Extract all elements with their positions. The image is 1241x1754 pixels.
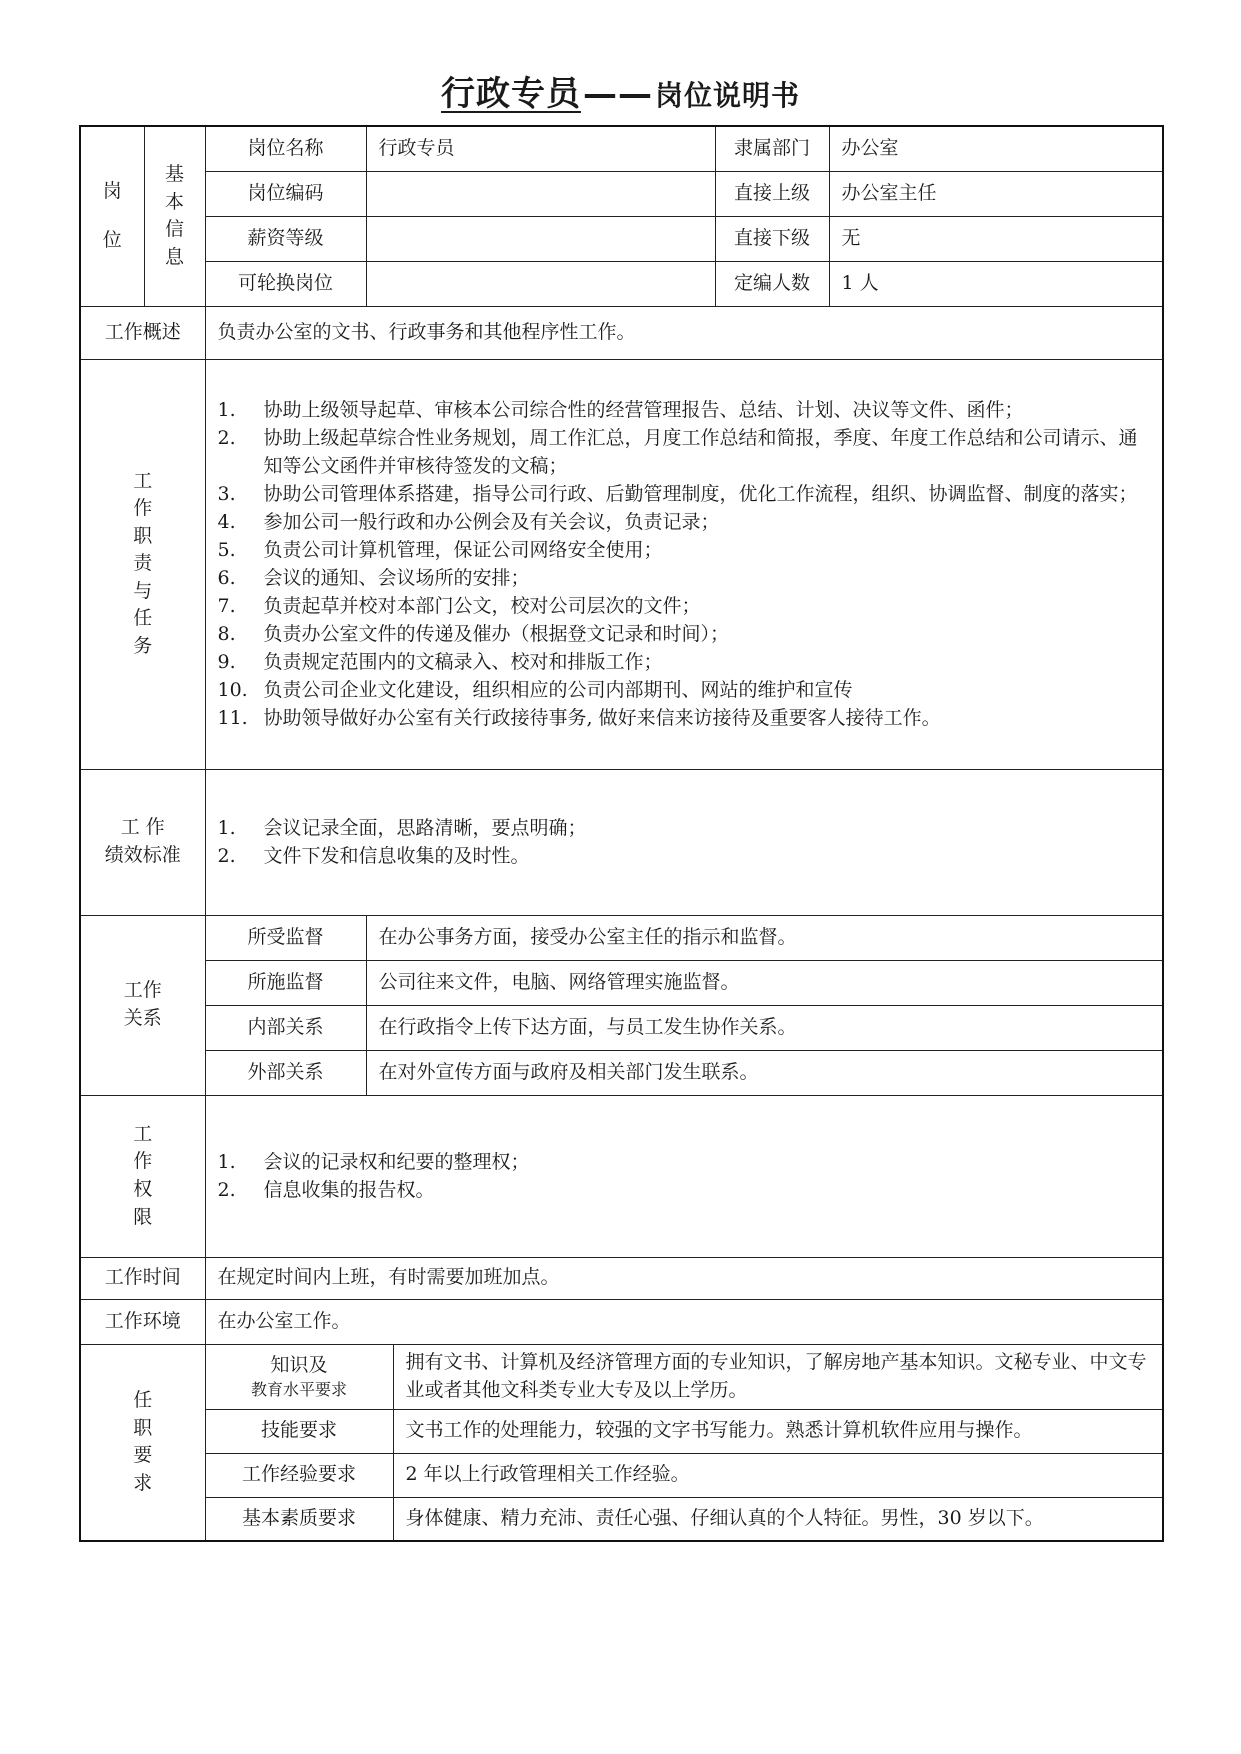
requirement-value: 文书工作的处理能力，较强的文字书写能力。熟悉计算机软件应用与操作。 (393, 1409, 1163, 1453)
relation-key: 所受监督 (205, 915, 366, 960)
relation-key: 所施监督 (205, 960, 366, 1005)
list-item: 1. 会议记录全面，思路清晰，要点明确； (217, 817, 587, 839)
duties-list-cell (205, 359, 1163, 769)
field-value (366, 261, 715, 306)
relation-value: 公司往来文件，电脑、网络管理实施监督。 (366, 960, 1163, 1005)
list-item: 10. 负责公司企业文化建设，组织相应的公司内部期刊、网站的维护和宣传 (217, 679, 853, 701)
worktime-label: 工作时间 (80, 1257, 205, 1299)
requirement-key: 工作经验要求 (205, 1453, 393, 1497)
requirement-row (80, 1497, 1163, 1541)
duties-list (218, 396, 1153, 732)
field-value (366, 171, 715, 216)
title-dash: —— (582, 74, 653, 114)
requirement-value: 2 年以上行政管理相关工作经验。 (393, 1453, 1163, 1497)
overview-text: 负责办公室的文书、行政事务和其他程序性工作。 (205, 306, 1163, 359)
field-label: 可轮换岗位 (205, 261, 366, 306)
requirement-row (80, 1344, 1163, 1409)
overview-row (80, 306, 1163, 359)
field-value: 1 人 (829, 261, 1163, 306)
relation-value: 在办公事务方面，接受办公室主任的指示和监督。 (366, 915, 1163, 960)
overview-label: 工作概述 (80, 306, 205, 359)
relation-row (80, 915, 1163, 960)
position-row-3 (80, 216, 1163, 261)
field-value: 办公室 (829, 126, 1163, 171)
job-description-table (79, 125, 1164, 1542)
requirement-value: 拥有文书、计算机及经济管理方面的专业知识，了解房地产基本知识。文秘专业、中文专业或者其他文科类专业大专及以上学历。 (393, 1344, 1163, 1409)
requirement-row (80, 1453, 1163, 1497)
environment-text: 在办公室工作。 (205, 1299, 1163, 1344)
requirement-key: 技能要求 (205, 1409, 393, 1453)
relation-value: 在行政指令上传下达方面，与员工发生协作关系。 (366, 1005, 1163, 1050)
performance-list-cell (205, 769, 1163, 915)
field-label: 薪资等级 (205, 216, 366, 261)
position-row-1 (80, 126, 1163, 171)
relation-value: 在对外宣传方面与政府及相关部门发生联系。 (366, 1050, 1163, 1095)
authority-row (80, 1095, 1163, 1257)
field-value: 行政专员 (366, 126, 715, 171)
requirement-row (80, 1409, 1163, 1453)
performance-label: 工 作 绩效标准 (80, 769, 205, 915)
authority-list-cell (205, 1095, 1163, 1257)
performance-list (218, 814, 1153, 870)
requirement-value: 身体健康、精力充沛、责任心强、仔细认真的个人特征。男性，30 岁以下。 (393, 1497, 1163, 1541)
list-item: 1. 协助上级领导起草、审核本公司综合性的经营管理报告、总结、计划、决议等文件、函件； (217, 399, 1024, 421)
relation-row (80, 960, 1163, 1005)
relation-row (80, 1050, 1163, 1095)
list-item: 8. 负责办公室文件的传递及催办（根据登文记录和时间）； (217, 623, 730, 645)
list-item: 2. 信息收集的报告权。 (217, 1179, 435, 1201)
list-item: 11. 协助领导做好办公室有关行政接待事务, 做好来信来访接待及重要客人接待工作。 (217, 707, 941, 729)
field-value: 办公室主任 (829, 171, 1163, 216)
field-label: 岗位名称 (205, 126, 366, 171)
authority-label: 工 作 权 限 (80, 1095, 205, 1257)
title-main: 行政专员 (440, 74, 581, 114)
list-item: 2. 文件下发和信息收集的及时性。 (217, 845, 530, 867)
duties-row (80, 359, 1163, 769)
environment-label: 工作环境 (80, 1299, 205, 1344)
authority-list (218, 1148, 1153, 1204)
requirement-key: 知识及 教育水平要求 (205, 1344, 393, 1409)
relation-row (80, 1005, 1163, 1050)
position-label: 岗 位 (80, 126, 144, 306)
list-item: 9. 负责规定范围内的文稿录入、校对和排版工作； (217, 651, 663, 673)
duties-label: 工 作 职 责 与 任 务 (80, 359, 205, 769)
field-label: 直接上级 (715, 171, 829, 216)
list-item: 1. 会议的记录权和纪要的整理权； (217, 1151, 530, 1173)
requirement-key: 基本素质要求 (205, 1497, 393, 1541)
position-row-4 (80, 261, 1163, 306)
list-item: 3. 协助公司管理体系搭建，指导公司行政、后勤管理制度，优化工作流程，组织、协调监督、制度的落实； (217, 483, 1138, 505)
relation-key: 内部关系 (205, 1005, 366, 1050)
list-item: 5. 负责公司计算机管理，保证公司网络安全使用； (217, 539, 663, 561)
title-sub: 岗位说明书 (654, 79, 800, 112)
basic-info-label: 基 本 信 息 (144, 126, 205, 306)
list-item: 6. 会议的通知、会议场所的安排； (217, 567, 530, 589)
list-item: 2. 协助上级起草综合性业务规划，周工作汇总，月度工作总结和简报，季度、年度工作总结和公司请示、通知等公文函件并审核待签发的文稿； (217, 427, 1138, 477)
field-value: 无 (829, 216, 1163, 261)
requirements-label: 任 职 要 求 (80, 1344, 205, 1541)
environment-row (80, 1299, 1163, 1344)
list-item: 7. 负责起草并校对本部门公文，校对公司层次的文件； (217, 595, 701, 617)
field-label: 隶属部门 (715, 126, 829, 171)
field-label: 岗位编码 (205, 171, 366, 216)
relations-label: 工作 关系 (80, 915, 205, 1095)
list-item: 4. 参加公司一般行政和办公例会及有关会议，负责记录； (217, 511, 720, 533)
field-value (366, 216, 715, 261)
relation-key: 外部关系 (205, 1050, 366, 1095)
worktime-row (80, 1257, 1163, 1299)
performance-row (80, 769, 1163, 915)
worktime-text: 在规定时间内上班，有时需要加班加点。 (205, 1257, 1163, 1299)
document-title (0, 66, 1241, 115)
field-label: 定编人数 (715, 261, 829, 306)
field-label: 直接下级 (715, 216, 829, 261)
position-row-2 (80, 171, 1163, 216)
